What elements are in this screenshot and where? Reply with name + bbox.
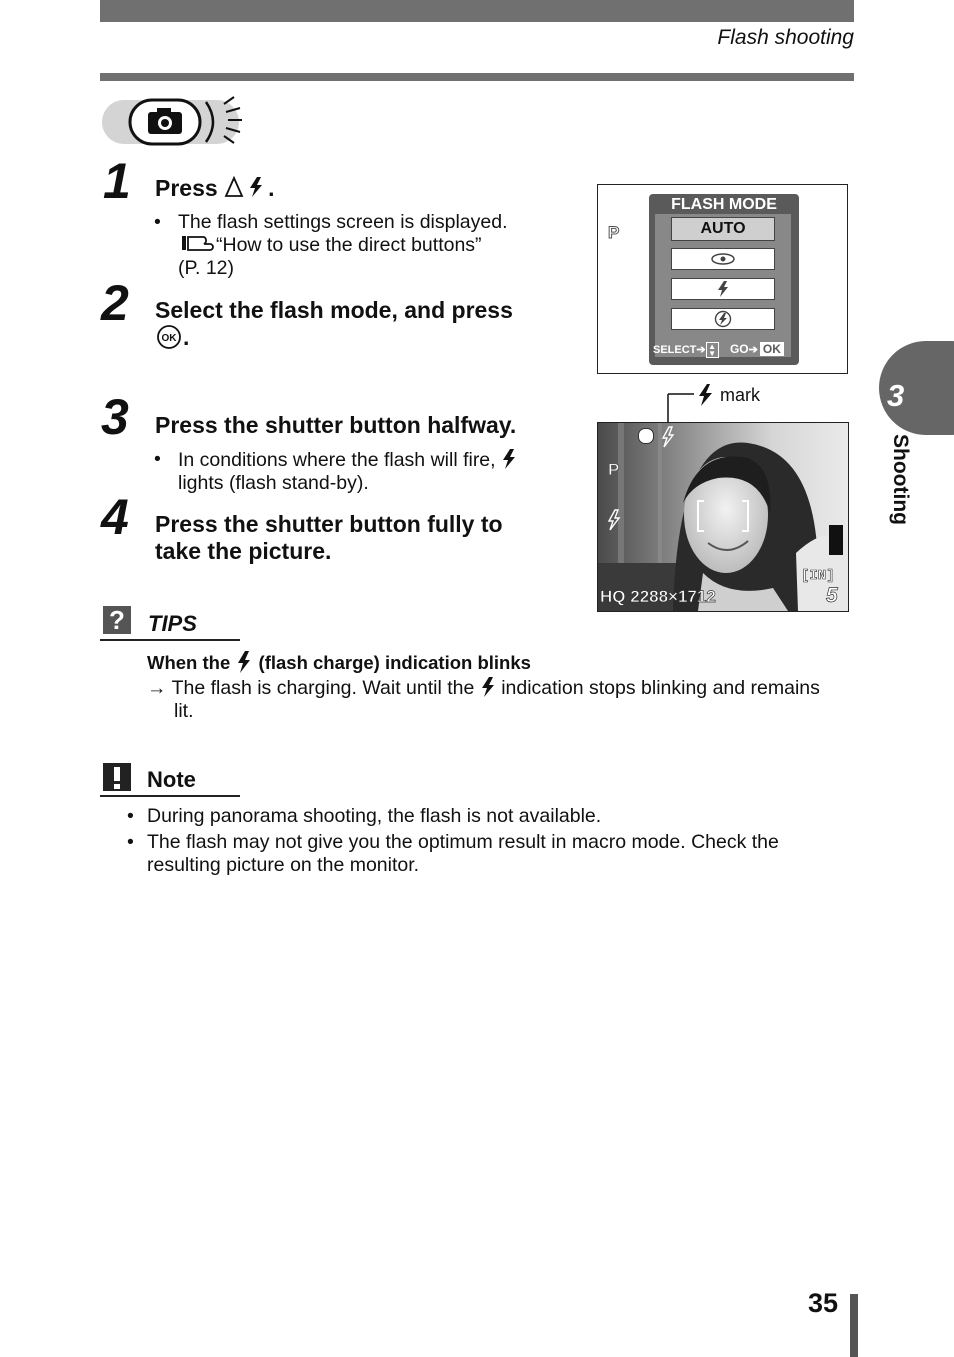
header-bar bbox=[100, 0, 854, 22]
svg-text:?: ? bbox=[109, 605, 125, 635]
note-icon bbox=[102, 762, 132, 797]
bullet-mark: • bbox=[127, 831, 134, 853]
flash-option-fill[interactable] bbox=[671, 278, 775, 300]
note-item bbox=[127, 831, 847, 854]
up-flash-button-icon bbox=[224, 175, 268, 199]
quality-label: HQ bbox=[600, 587, 626, 606]
step-3-note-line1: In conditions where the flash will fire, bbox=[178, 449, 496, 471]
resolution-label: 2288×1712 bbox=[630, 587, 716, 606]
step-1-note-line2: “How to use the direct buttons” bbox=[216, 234, 482, 256]
flash-icon bbox=[501, 448, 517, 470]
tips-title-part2: (flash charge) indication blinks bbox=[258, 652, 531, 673]
tips-icon bbox=[102, 605, 132, 640]
mark-label: mark bbox=[720, 385, 760, 405]
tips-rule bbox=[100, 639, 240, 641]
af-target-mark bbox=[696, 499, 750, 533]
focus-indicator-dot bbox=[638, 428, 654, 444]
frames-remaining: 5 bbox=[826, 584, 838, 607]
bullet-mark: • bbox=[154, 211, 161, 233]
note-item-text: During panorama shooting, the flash is not available. bbox=[147, 805, 602, 827]
flash-icon bbox=[699, 384, 712, 406]
step-4-number: 4 bbox=[101, 489, 129, 545]
select-label: SELECT bbox=[653, 344, 697, 356]
camera-mode-icon bbox=[102, 96, 252, 148]
chapter-label: Shooting bbox=[889, 434, 912, 525]
note-item bbox=[127, 805, 847, 828]
flash-option-redeye[interactable] bbox=[671, 248, 775, 270]
note-rule bbox=[100, 795, 240, 797]
arrow-icon: ➔ bbox=[748, 344, 758, 356]
shooting-mode-indicator bbox=[606, 223, 626, 246]
step-1-title bbox=[155, 175, 274, 202]
monitor-preview-photo bbox=[597, 422, 849, 612]
step-1-title-end: . bbox=[268, 175, 275, 201]
step-1-note-ref bbox=[178, 234, 568, 257]
flash-mode-screen bbox=[597, 184, 848, 374]
bullet-mark: • bbox=[154, 448, 161, 470]
go-label: GO bbox=[729, 342, 749, 356]
bullet-mark: • bbox=[127, 805, 134, 827]
ok-button-icon bbox=[155, 324, 183, 350]
step-2-title-end: . bbox=[183, 324, 190, 350]
flash-mode-indicator-icon bbox=[606, 509, 622, 536]
battery-indicator bbox=[829, 525, 843, 555]
step-4-title-line1: Press the shutter button fully to bbox=[155, 511, 503, 537]
mode-letter: P bbox=[608, 460, 620, 479]
shooting-mode-indicator bbox=[606, 459, 626, 484]
header-rule bbox=[100, 73, 854, 81]
tips-item-text bbox=[147, 676, 857, 723]
step-2-title bbox=[155, 297, 555, 351]
tips-text-part1: The flash is charging. Wait until the bbox=[171, 677, 475, 699]
flash-standby-icon bbox=[660, 426, 676, 453]
tips-heading: TIPS bbox=[148, 611, 197, 636]
note-list bbox=[127, 805, 847, 877]
flash-icon bbox=[480, 676, 496, 698]
tips-text-line2: lit. bbox=[174, 700, 194, 722]
flash-menu bbox=[649, 194, 799, 365]
svg-text:OK: OK bbox=[161, 333, 177, 344]
up-down-icon: ▲ ▼ bbox=[706, 342, 719, 358]
flash-menu-footer bbox=[653, 342, 799, 362]
step-3-number: 3 bbox=[101, 389, 129, 445]
flash-option-off[interactable] bbox=[671, 308, 775, 330]
mode-letter: P bbox=[608, 223, 620, 241]
flash-option-auto[interactable]: AUTO bbox=[671, 217, 775, 241]
note-item-text: The flash may not give you the optimum result in macro mode. Check the bbox=[147, 831, 779, 853]
memory-indicator: [IN] bbox=[801, 568, 835, 584]
step-4-title bbox=[155, 511, 503, 565]
tips-title-part1: When the bbox=[147, 652, 231, 673]
step-4-title-line2: take the picture. bbox=[155, 538, 332, 564]
section-title: Flash shooting bbox=[717, 26, 854, 49]
ok-label: OK bbox=[760, 342, 784, 356]
red-eye-icon bbox=[672, 249, 774, 269]
tips-item-title bbox=[147, 650, 531, 674]
arrow-icon: ➔ bbox=[696, 344, 706, 356]
record-mode-info bbox=[600, 587, 716, 607]
chapter-label-wrap bbox=[884, 434, 918, 544]
flash-menu-title: FLASH MODE bbox=[671, 196, 777, 213]
reference-pointer-icon bbox=[180, 234, 216, 254]
step-3-title: Press the shutter button halfway. bbox=[155, 412, 517, 438]
step-1-note-line1: The flash settings screen is displayed. bbox=[178, 211, 508, 233]
page-number-bar bbox=[850, 1294, 858, 1357]
note-item-text-cont: resulting picture on the monitor. bbox=[147, 854, 420, 876]
step-1-number: 1 bbox=[103, 153, 131, 209]
chapter-number: 3 bbox=[887, 378, 905, 413]
step-2-title-text: Select the flash mode, and press bbox=[155, 297, 513, 323]
flash-icon bbox=[235, 650, 253, 674]
arrow-mark: → bbox=[147, 677, 167, 699]
step-1-title-text: Press bbox=[155, 175, 225, 201]
step-1-note-line3: (P. 12) bbox=[178, 257, 235, 279]
step-1-note bbox=[154, 211, 568, 280]
flash-off-icon bbox=[672, 309, 774, 329]
fill-flash-icon bbox=[672, 279, 774, 299]
page-number: 35 bbox=[807, 1288, 838, 1318]
step-3-note-line2: lights (flash stand-by). bbox=[178, 472, 369, 494]
step-3-note bbox=[154, 448, 568, 495]
step-2-number: 2 bbox=[101, 275, 129, 331]
tips-text-part2: indication stops blinking and remains bbox=[501, 677, 820, 699]
note-heading: Note bbox=[147, 767, 196, 792]
